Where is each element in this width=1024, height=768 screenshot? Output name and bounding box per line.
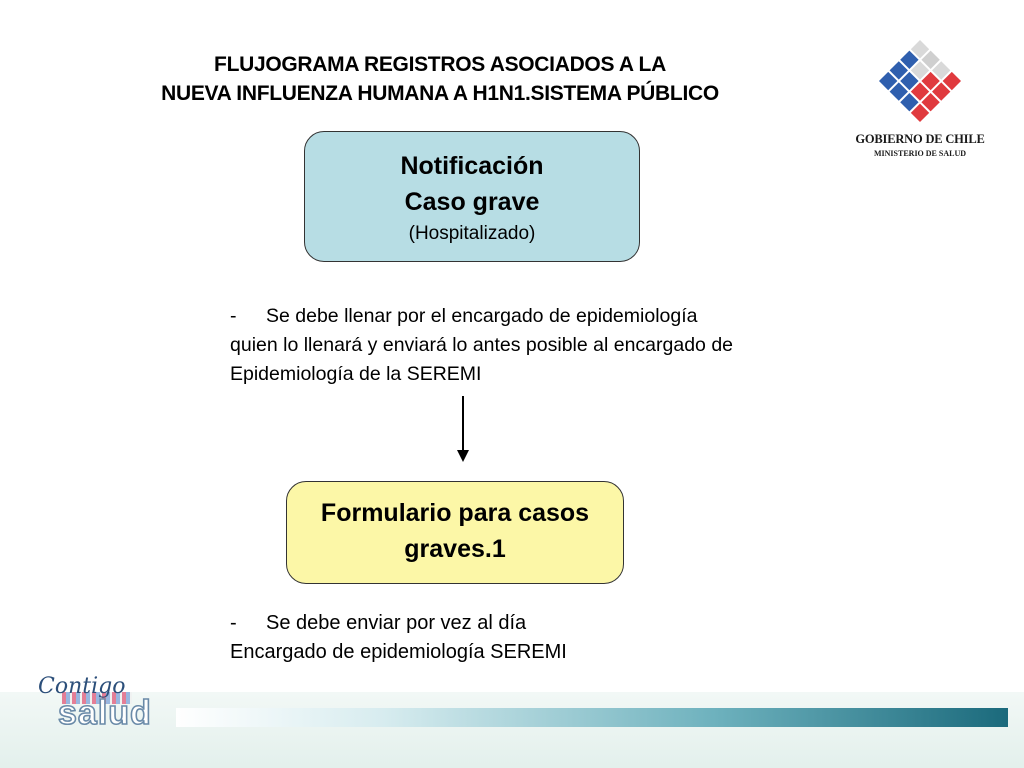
box1-line-1: Notificación	[400, 152, 544, 180]
notificacion-box	[304, 131, 640, 262]
gobierno-name: GOBIERNO DE CHILE	[855, 132, 985, 146]
note-enviar	[230, 609, 830, 667]
title-line-1: FLUJOGRAMA REGISTROS ASOCIADOS A LA	[214, 53, 666, 76]
box1-line-2: Caso grave	[404, 188, 540, 216]
note1-dash: -	[230, 305, 237, 327]
formulario-box	[286, 481, 624, 584]
box2-line-2: graves.1	[404, 535, 506, 563]
note1-line-2: quien lo llenará y enviará lo antes posible al encargado de	[230, 334, 734, 356]
box1-line-3: (Hospitalizado)	[408, 223, 536, 244]
note2-dash: -	[230, 612, 237, 634]
title-line-2: NUEVA INFLUENZA HUMANA A H1N1.SISTEMA PÚBLICO	[161, 82, 719, 105]
footer-stripe	[176, 708, 1008, 727]
note1-line-1: Se debe llenar por el encargado de epidemiología	[266, 305, 698, 327]
note2-line-2: Encargado de epidemiología SEREMI	[230, 641, 567, 663]
contigo-text: Contigo	[38, 674, 126, 699]
gobierno-de-chile-logo	[852, 36, 988, 166]
salud-text: salud	[58, 694, 152, 732]
note2-line-1: Se debe enviar por vez al día	[266, 612, 527, 634]
diagram-title	[80, 50, 800, 108]
note1-line-3: Epidemiología de la SEREMI	[230, 363, 482, 385]
ministerio-name: MINISTERIO DE SALUD	[873, 149, 967, 158]
contigo-salud-logo	[38, 674, 178, 734]
down-arrow-icon	[454, 396, 472, 464]
chile-flag-diamond-icon	[872, 36, 968, 128]
note-llenar	[230, 302, 830, 389]
box2-line-1: Formulario para casos	[320, 499, 590, 527]
